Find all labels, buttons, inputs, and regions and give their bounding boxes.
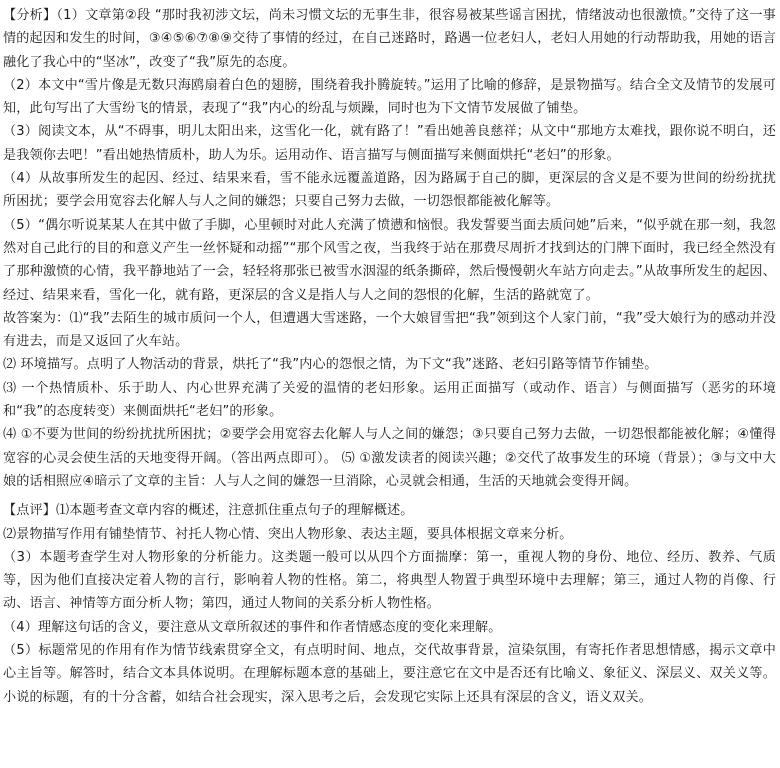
answer-paragraph-3: ⑶ 一个热情质朴、乐于助人、内心世界充满了关爱的温情的老妇形象。运用正面描写（或动作、语言）与侧面描写（恶劣的环境和“我”的态度转变）来侧面烘托“老妇”的形象。 bbox=[3, 380, 776, 420]
analysis-paragraph-2: （2）本文中“雪片像是无数只海鸥扇着白色的翅膀，围绕着我扑腾旋转。”运用了比喻的修辞，是景物描写。结合全文及情节的发展可知，此句写出了大雪纷飞的情景，表现了“我”内心的纷乱与烦躁，同时也为下文情节发展做了铺垫。 bbox=[3, 77, 776, 117]
answer-section bbox=[3, 307, 776, 493]
answer-paragraph-2: ⑵ 环境描写。点明了人物活动的背景，烘托了“我”内心的怨恨之情，为下文“我”迷路、老妇引路等情节作铺垫。 bbox=[3, 357, 658, 373]
comment-paragraph-5: （5）标题常见的作用有作为情节线索贯穿全文，有点明时间、地点，交代故事背景，渲染氛围，有寄托作者思想情感，揭示文章中心主旨等。解答时，结合文本具体说明。在理解标题本意的基础上，要注意它在文中是否还有比喻义、象征义、深层义、双关义等。小说的标题，有的十分含蓄，如结合社会现实，深入思考之后，会发现它实际上还具有深层的含义，语义双关。 bbox=[3, 643, 776, 705]
analysis-paragraph-3: （3）阅读文本，从“不碍事，明儿太阳出来，这雪化一化，就有路了！”看出她善良慈祥；从文中“那地方太难找，跟你说不明白，还是我领你去吧！”看出她热情质朴，助人为乐。运用动作、语言描写与侧面描写来侧面烘托“老妇”的形象。 bbox=[3, 124, 776, 163]
analysis-paragraph-1: 【分析】（1）文章第②段 “那时我初涉文坛，尚未习惯文坛的无事生非，很容易被某些谣言困扰，情绪波动也很激愤。”交待了这一事情的起因和发生的时间，③④⑤⑥⑦⑧⑨交待了事情的经过，在自己迷路时，路遇一位老妇人，老妇人用她的行动帮助我，用她的语言融化了我心中的“坚冰”，改变了“我”原先的态度。 bbox=[3, 8, 776, 70]
comment-section bbox=[3, 499, 776, 709]
answer-paragraph-1: 故答案为：⑴“我”去陌生的城市质问一个人，但遭遇大雪迷路，一个大娘冒雪把“我”领到这个人家门前，“我”受大娘行为的感动并没有进去，而是又返回了火车站。 bbox=[3, 310, 776, 350]
comment-paragraph-3: （3）本题考查学生对人物形象的分析能力。这类题一般可以从四个方面揣摩：第一，重视人物的身份、地位、经历、教养、气质等，因为他们直接决定着人物的言行，影响着人物的性格。第二，将典型人物置于典型环境中去理解；第三，通过人物的肖像、行动、语言、神情等方面分析人物；第四，通过人物间的关系分析人物性格。 bbox=[3, 549, 776, 612]
analysis-paragraph-4: （4）从故事所发生的起因、经过、结果来看，雪不能永远覆盖道路，因为路属于自己的脚，更深层的含义是不要为世间的纷纷扰扰所困扰；要学会用宽容去化解人与人之间的嫌怨；只要自己努力去做，一切怨恨都能被化解等。 bbox=[3, 171, 776, 210]
analysis-paragraph-5: （5）“偶尔听说某某人在其中做了手脚，心里顿时对此人充满了愤懑和恼恨。我发誓要当面去质问她”后来，“似乎就在那一刻，我忽然对自己此行的目的和意义产生一丝怀疑和动摇”“那个风雪之夜，当我终于站在那费尽周折才找到达的门牌下面时，我已经全然没有了那种激愤的心情，我平静地站了一会，轻轻将那张已被雪水洇湿的纸条撕碎，然后慢慢朝火车站方向走去。”从故事所发生的起因、经过、结果来看，雪化一化，就有路，更深层的含义是指人与人之间的怨恨的化解，生活的路就宽了。 bbox=[3, 217, 776, 303]
analysis-section bbox=[3, 4, 776, 307]
comment-paragraph-2: ⑵景物描写作用有铺垫情节、衬托人物心情、突出人物形象、表达主题，要具体根据文章来分析。 bbox=[3, 526, 573, 542]
comment-paragraph-1: 【点评】⑴本题考查文章内容的概述，注意抓住重点句子的理解概述。 bbox=[3, 503, 414, 519]
answer-paragraph-4: ⑷ ①不要为世间的纷纷扰扰所困扰；②要学会用宽容去化解人与人之间的嫌怨；③只要自己努力去做，一切怨恨都能被化解；④懂得宽容的心灵会使生活的天地变得开阔。（答出两点即可）。 ⑸ ①激发读者的阅读兴趣；②交代了故事发生的环境（背景）；③与文中大娘的话相照应④暗示了文章的主旨：人与人之间的嫌怨一旦消除，心灵就会相通，生活的天地就会变得开阔。 bbox=[3, 427, 776, 489]
comment-paragraph-4: （4）理解这句话的含义，要注意从文章所叙述的事件和作者情感态度的变化来理解。 bbox=[3, 619, 502, 635]
